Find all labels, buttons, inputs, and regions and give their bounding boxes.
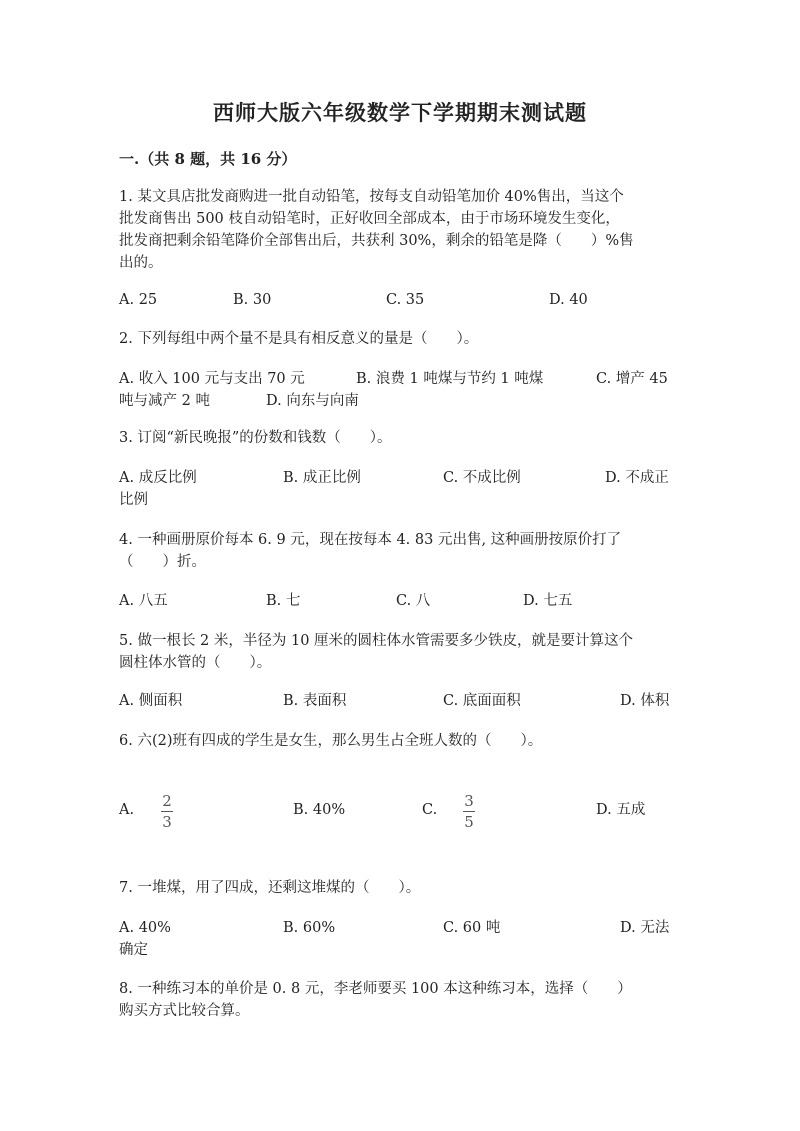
question-1-line-2: 批发商售出 500 枝自动铅笔时，正好收回全部成本，由于市场环境发生变化， bbox=[119, 211, 620, 227]
fraction-denominator: 3 bbox=[162, 813, 172, 831]
fraction-three-fifths bbox=[463, 793, 475, 830]
question-6-option-b: B. 40% bbox=[293, 802, 346, 818]
question-7-option-d: D. 无法 bbox=[620, 920, 670, 936]
question-2-line-1: 2. 下列每组中两个量不是具有相反意义的量是（ ）。 bbox=[119, 331, 479, 347]
question-5-option-a: A. 侧面积 bbox=[119, 693, 183, 709]
question-8-line-2: 购买方式比较合算。 bbox=[119, 1003, 250, 1019]
question-4 bbox=[119, 529, 679, 573]
question-3-line-1: 3. 订阅“新民晚报”的份数和钱数（ ）。 bbox=[119, 430, 392, 446]
question-7-option-a: A. 40% bbox=[119, 920, 171, 936]
question-4-option-d: D. 七五 bbox=[523, 593, 573, 609]
question-5-option-d: D. 体积 bbox=[620, 693, 670, 709]
question-6-option-d: D. 五成 bbox=[596, 802, 646, 818]
page-title: 西师大版六年级数学下学期期末测试题 bbox=[213, 100, 587, 125]
question-5-line-1: 5. 做一根长 2 米，半径为 10 厘米的圆柱体水管需要多少铁皮，就是要计算这个 bbox=[119, 633, 634, 649]
fraction-numerator: 2 bbox=[162, 792, 172, 810]
fraction-two-thirds bbox=[161, 793, 173, 830]
fraction-bar bbox=[463, 811, 475, 812]
question-7 bbox=[119, 877, 679, 899]
question-7-line-1: 7. 一堆煤，用了四成，还剩这堆煤的（ ）。 bbox=[119, 880, 421, 896]
question-4-line-2: （ ）折。 bbox=[119, 554, 206, 570]
question-1-line-3: 批发商把剩余铅笔降价全部售出后，共获利 30%，剩余的铅笔是降（ ）%售 bbox=[119, 233, 634, 249]
question-8-line-1: 8. 一种练习本的单价是 0. 8 元，李老师要买 100 本这种练习本，选择（ ） bbox=[119, 981, 632, 997]
question-2-option-c-cont: 吨与减产 2 吨 bbox=[119, 393, 210, 409]
question-1 bbox=[119, 186, 679, 274]
question-4-option-c: C. 八 bbox=[396, 593, 431, 609]
question-1-option-d: D. 40 bbox=[549, 292, 588, 308]
question-2 bbox=[119, 328, 679, 350]
question-3-option-d: D. 不成正 bbox=[605, 470, 669, 486]
question-1-option-a: A. 25 bbox=[119, 292, 158, 308]
question-3-option-b: B. 成正比例 bbox=[283, 470, 361, 486]
fraction-bar bbox=[161, 811, 173, 812]
question-4-option-a: A. 八五 bbox=[119, 593, 168, 609]
question-7-option-d-cont: 确定 bbox=[119, 942, 148, 958]
question-6-line-1: 6. 六(2)班有四成的学生是女生，那么男生占全班人数的（ ）。 bbox=[119, 733, 543, 749]
fraction-numerator: 3 bbox=[464, 792, 474, 810]
question-5-option-c: C. 底面面积 bbox=[443, 693, 521, 709]
question-1-line-1: 1. 某文具店批发商购进一批自动铅笔，按每支自动铅笔加价 40%售出，当这个 bbox=[119, 189, 624, 205]
fraction-denominator: 5 bbox=[464, 813, 474, 831]
question-2-option-d: D. 向东与向南 bbox=[266, 393, 359, 409]
question-7-option-c: C. 60 吨 bbox=[443, 920, 501, 936]
question-5 bbox=[119, 630, 679, 674]
question-5-option-b: B. 表面积 bbox=[283, 693, 347, 709]
question-2-option-b: B. 浪费 1 吨煤与节约 1 吨煤 bbox=[356, 371, 544, 387]
question-2-option-a: A. 收入 100 元与支出 70 元 bbox=[119, 371, 305, 387]
question-6 bbox=[119, 730, 679, 752]
question-8 bbox=[119, 978, 679, 1022]
question-6-option-c: C. bbox=[422, 802, 438, 818]
question-7-option-b: B. 60% bbox=[283, 920, 336, 936]
question-1-option-b: B. 30 bbox=[233, 292, 272, 308]
question-6-option-a: A. bbox=[119, 802, 135, 818]
question-3-option-a: A. 成反比例 bbox=[119, 470, 197, 486]
question-3-option-d-cont: 比例 bbox=[119, 492, 148, 508]
question-2-option-c: C. 增产 45 bbox=[596, 371, 668, 387]
question-4-option-b: B. 七 bbox=[266, 593, 301, 609]
question-3 bbox=[119, 427, 679, 449]
question-1-line-4: 出的。 bbox=[119, 255, 163, 271]
question-4-line-1: 4. 一种画册原价每本 6. 9 元，现在按每本 4. 83 元出售, 这种画册按原价打了 bbox=[119, 532, 622, 548]
question-5-line-2: 圆柱体水管的（ ）。 bbox=[119, 655, 272, 671]
section-heading: 一.（共 8 题，共 16 分） bbox=[119, 150, 297, 168]
question-3-option-c: C. 不成比例 bbox=[443, 470, 521, 486]
question-1-option-c: C. 35 bbox=[386, 292, 425, 308]
